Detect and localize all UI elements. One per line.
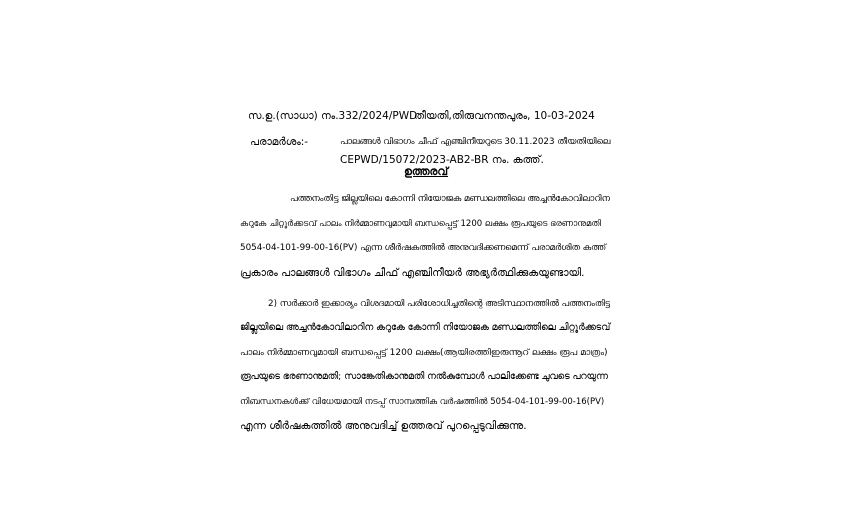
reference-line-1: പാലങ്ങൾ വിഭാഗം ചീഫ് എഞ്ചിനീയറുടെ 30.11.2023 തീയതിയിലെ [340, 137, 611, 147]
para2-line-4: രൂപയുടെ ഭരണാനുമതി; സാങ്കേതികാനുമതി നൽകുമ്പോൾ പാലിക്കേണ്ട ചുവടെ പറയുന്ന [240, 371, 608, 382]
para1-line-3: 5054-04-101-99-00-16(PV) എന്ന ശീർഷകത്തിൽ അനുവദിക്കണമെന്ന് പരാമർശിത കത്ത് [240, 243, 606, 253]
para2-line-2: ജില്ലയിലെ അച്ചൻകോവിലാറിന കറുകേ കോന്നി നിയോജക മണ്ഡലത്തിലെ ചിറ്റൂർക്കടവ് [240, 322, 611, 333]
reference-line-2: CEPWD/15072/2023-AB2-BR നം. കത്ത്. [340, 154, 544, 166]
para2-line-5: നിബന്ധനകൾക്ക് വിധേയമായി നടപ്പ് സാമ്പത്തിക വർഷത്തിൽ 5054-04-101-99-00-16(PV) [240, 397, 605, 407]
para2-line-3: പാലം നിർമ്മാണവുമായി ബന്ധപ്പെട്ട് 1200 ലക്ഷം(ആയിരത്തിഇരുന്നൂറ് ലക്ഷം രൂപ മാത്രം) [240, 348, 608, 358]
order-date: തീയതി,തിരുവനന്തപുരം, 10-03-2024 [414, 110, 595, 122]
para2-line-1: 2) സർക്കാർ ഇക്കാര്യം വിശദമായി പരിശോധിച്ചതിന്റെ അടിസ്ഥാനത്തിൽ പത്തനംതിട്ട [268, 299, 610, 309]
order-number: സ.ഉ.(സാധാ) നം.332/2024/PWD [248, 110, 418, 122]
para2-line-6: എന്ന ശീർഷകത്തിൽ അനുവദിച്ച് ഉത്തരവ് പുറപ്പെടുവിക്കുന്നു. [240, 420, 527, 432]
para1-line-4: പ്രകാരം പാലങ്ങൾ വിഭാഗം ചീഫ് എഞ്ചിനീയർ അഭ്യർത്ഥിക്കുകയുണ്ടായി. [240, 267, 585, 279]
order-title: ഉത്തരവ് [403, 165, 449, 178]
reference-label: പരാമർശം:- [250, 136, 309, 148]
para1-line-2: കറുകേ ചിറ്റൂർക്കടവ് പാലം നിർമ്മാണവുമായി ബന്ധപ്പെട്ട് 1200 ലക്ഷം രൂപയുടെ ഭരണാനുമതി [240, 219, 601, 229]
para1-line-1: പത്തനംതിട്ട ജില്ലയിലെ കോന്നി നിയോജക മണ്ഡലത്തിലെ അച്ചൻകോവിലാറിന [290, 194, 610, 204]
